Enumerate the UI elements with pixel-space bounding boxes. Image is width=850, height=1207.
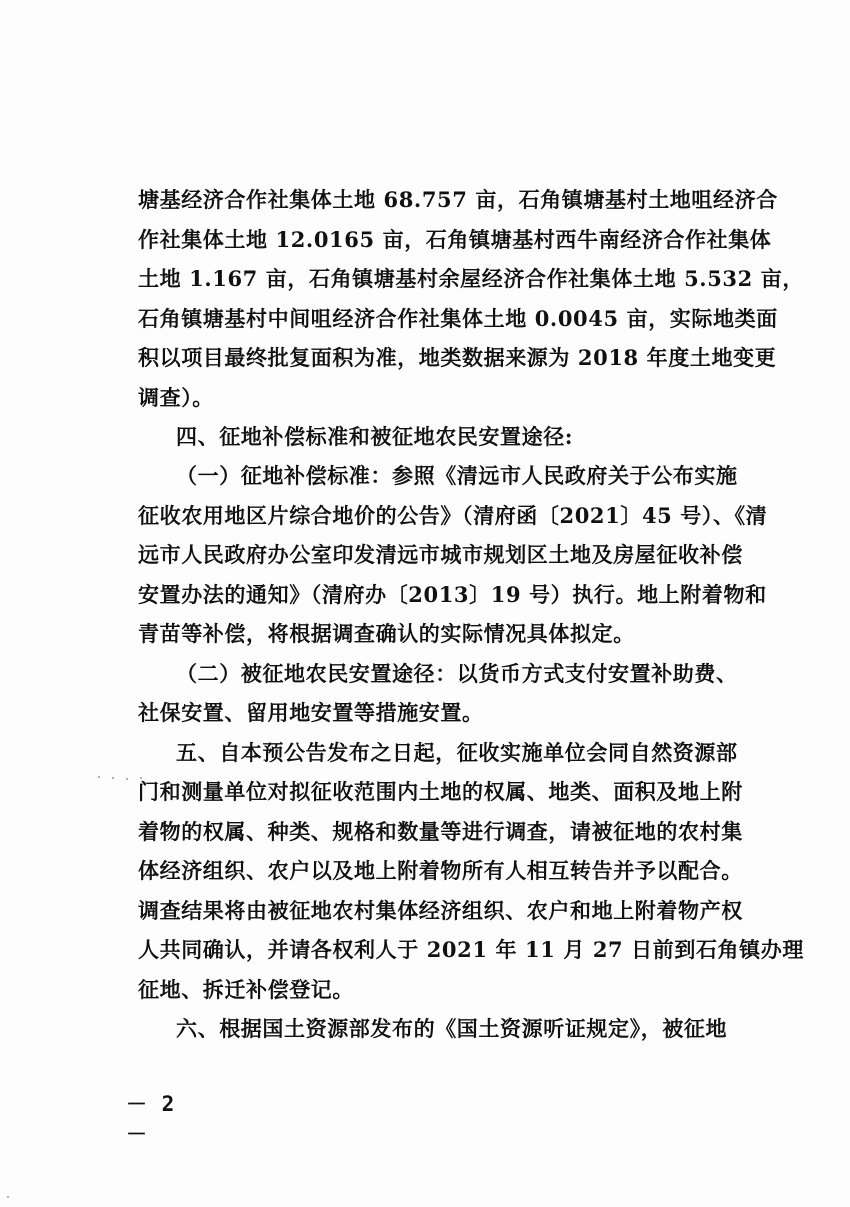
text-line-20: 人共同确认，并请各权利人于 2021 年 11 月 27 日前到石角镇办理 — [138, 937, 804, 962]
section-heading-5: 五、自本预公告发布之日起，征收实施单位会同自然资源部 — [176, 740, 738, 765]
scan-speck — [126, 778, 128, 780]
text-line-3: 土地 1.167 亩，石角镇塘基村余屋经济合作社集体土地 5.532 亩， — [138, 266, 804, 291]
text-line-8: （一）征地补偿标准：参照《清远市人民政府关于公布实施 — [176, 463, 738, 488]
text-line-11: 安置办法的通知》（清府办〔2013〕19 号）执行。地上附着物和 — [138, 582, 767, 607]
section-heading-6: 六、根据国土资源部发布的《国土资源听证规定》，被征地 — [176, 1016, 728, 1041]
page-number: － 2 － — [126, 1092, 176, 1146]
text-line-4: 石角镇塘基村中间咀经济合作社集体土地 0.0045 亩，实际地类面 — [138, 306, 778, 331]
text-line-19: 调查结果将由被征地农村集体经济组织、农户和地上附着物产权 — [138, 898, 743, 923]
scan-speck — [140, 777, 142, 779]
text-line-21: 征地、拆迁补偿登记。 — [138, 977, 354, 1002]
scan-speck — [112, 777, 114, 779]
text-line-10: 远市人民政府办公室印发清远市城市规划区土地及房屋征收补偿 — [138, 542, 743, 567]
text-line-14: 社保安置、留用地安置等措施安置。 — [138, 700, 484, 725]
text-line-9: 征收农用地区片综合地价的公告》（清府函〔2021〕45 号）、《清 — [138, 503, 768, 528]
text-line-6: 调查）。 — [138, 385, 214, 410]
text-line-1: 塘基经济合作社集体土地 68.757 亩，石角镇塘基村土地咀经济合 — [138, 187, 778, 212]
text-line-12: 青苗等补偿，将根据调查确认的实际情况具体拟定。 — [138, 621, 635, 646]
text-line-17: 着物的权属、种类、规格和数量等进行调查，请被征地的农村集 — [138, 819, 743, 844]
section-heading-4: 四、征地补偿标准和被征地农民安置途径: — [176, 424, 574, 449]
text-line-18: 体经济组织、农户以及地上附着物所有人相互转告并予以配合。 — [138, 858, 743, 883]
text-line-5: 积以项目最终批复面积为准，地类数据来源为 2018 年度土地变更 — [138, 345, 777, 370]
text-line-13: （二）被征地农民安置途径：以货币方式支付安置补助费、 — [176, 661, 738, 686]
scan-speck — [7, 1196, 9, 1198]
text-line-16: 门和测量单位对拟征收范围内土地的权属、地类、面积及地上附 — [138, 779, 743, 804]
scan-speck — [98, 776, 100, 778]
text-line-2: 作社集体土地 12.0165 亩，石角镇塘基村西牛南经济合作社集体 — [138, 227, 772, 252]
